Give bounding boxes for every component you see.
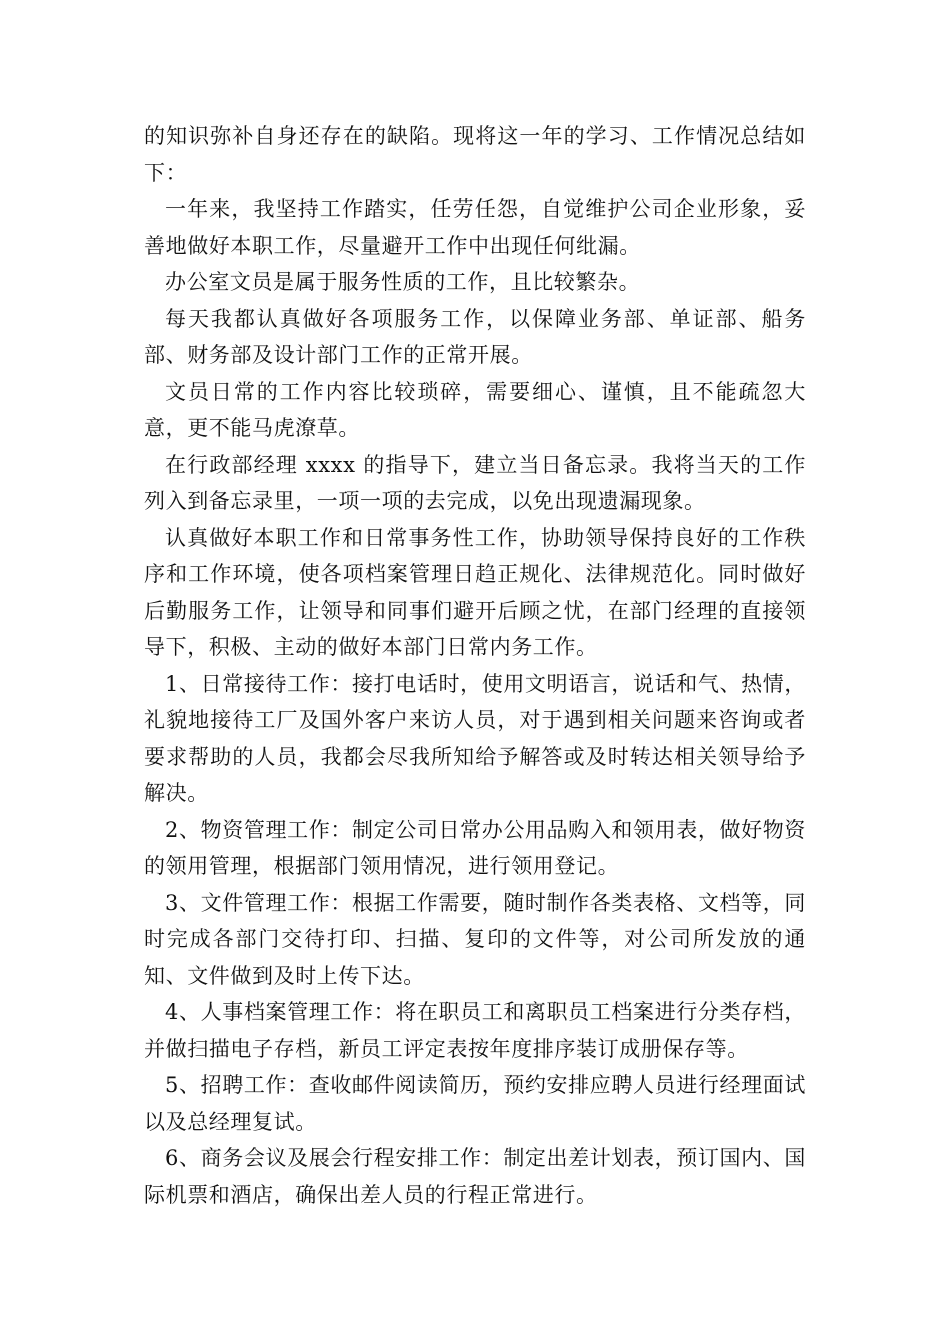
paragraph-item-reception: 1、日常接待工作：接打电话时，使用文明语言，说话和气、热情，礼貌地接待工厂及国外客户来访人员，对于遇到相关问题来咨询或者要求帮助的人员，我都会尽我所知给予解答或及时转达相关领导给予解决。 [144, 671, 806, 805]
paragraph-item-business-travel: 6、商务会议及展会行程安排工作：制定出差计划表，预订国内、国际机票和酒店，确保出差人员的行程正常进行。 [144, 1146, 806, 1207]
paragraph-office-order: 认真做好本职工作和日常事务性工作，协助领导保持良好的工作秩序和工作环境，使各项档案管理日趋正规化、法律规范化。同时做好后勤服务工作，让领导和同事们避开后顾之忧，在部门经理的直接领导下，积极、主动的做好本部门日常内务工作。 [144, 525, 806, 659]
paragraph-intro-continuation: 的知识弥补自身还存在的缺陷。现将这一年的学习、工作情况总结如下： [144, 124, 806, 185]
paragraph-memo-routine: 在行政部经理 xxxx 的指导下，建立当日备忘录。我将当天的工作列入到备忘录里，一项一项的去完成，以免出现遗漏现象。 [144, 452, 806, 513]
paragraph-clerk-duties: 文员日常的工作内容比较琐碎，需要细心、谨慎，且不能疏忽大意，更不能马虎潦草。 [144, 379, 806, 440]
paragraph-item-recruitment: 5、招聘工作：查收邮件阅读简历，预约安排应聘人员进行经理面试以及总经理复试。 [144, 1073, 806, 1134]
paragraph-daily-services: 每天我都认真做好各项服务工作，以保障业务部、单证部、船务部、财务部及设计部门工作的正常开展。 [144, 306, 806, 367]
paragraph-item-supplies: 2、物资管理工作：制定公司日常办公用品购入和领用表，做好物资的领用管理，根据部门领用情况，进行领用登记。 [144, 817, 806, 878]
paragraph-work-attitude: 一年来，我坚持工作踏实，任劳任怨，自觉维护公司企业形象，妥善地做好本职工作，尽量避开工作中出现任何纰漏。 [144, 197, 806, 258]
paragraph-item-documents: 3、文件管理工作：根据工作需要，随时制作各类表格、文档等，同时完成各部门交待打印、扫描、复印的文件等，对公司所发放的通知、文件做到及时上传下达。 [144, 890, 806, 988]
paragraph-item-personnel-files: 4、人事档案管理工作：将在职员工和离职员工档案进行分类存档，并做扫描电子存档，新员工评定表按年度排序装订成册保存等。 [144, 1000, 806, 1061]
document-body [144, 118, 806, 1213]
paragraph-office-clerk-nature: 办公室文员是属于服务性质的工作，且比较繁杂。 [165, 270, 641, 294]
